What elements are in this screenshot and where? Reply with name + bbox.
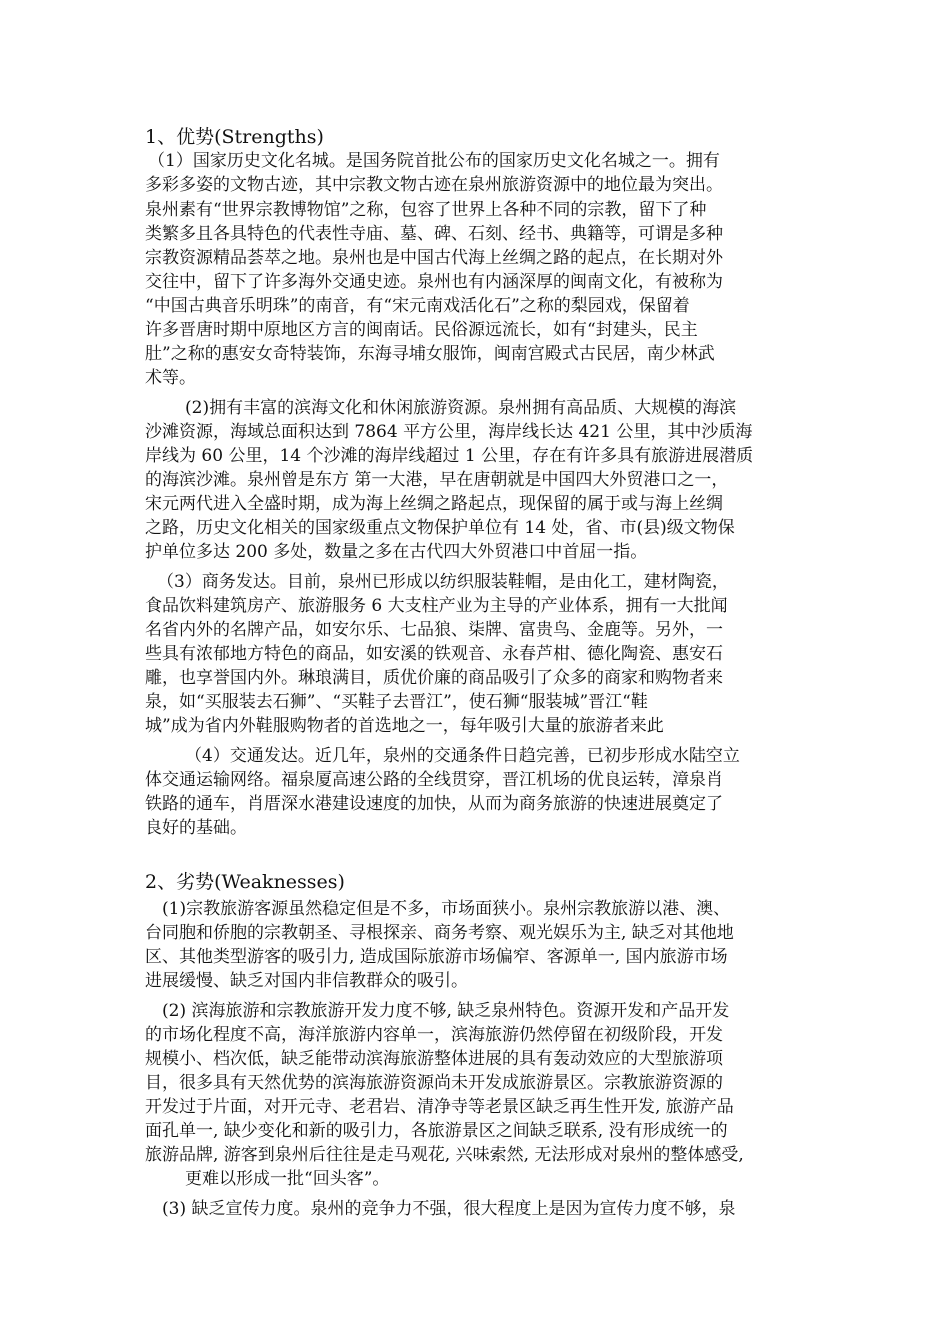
paragraph-line: 类繁多且各具特色的代表性寺庙、墓、碑、石刻、经书、典籍等，可谓是多种 — [145, 224, 723, 244]
paragraph-line: 台同胞和侨胞的宗教朝圣、寻根探亲、商务考察、观光娱乐为主, 缺乏对其他地 — [145, 923, 734, 943]
paragraph-line: 的海滨沙滩。泉州曾是东方 第一大港，早在唐朝就是中国四大外贸港口之一， — [145, 470, 729, 490]
paragraph-line: 开发过于片面，对开元寺、老君岩、清净寺等老景区缺乏再生性开发, 旅游产品 — [145, 1097, 734, 1117]
paragraph-line: 沙滩资源，海域总面积达到 7864 平方公里，海岸线长达 421 公里，其中沙质海 — [145, 422, 753, 442]
section-heading-weaknesses: 2、劣势(Weaknesses) — [145, 871, 345, 893]
paragraph-line: （1）国家历史文化名城。是国务院首批公布的国家历史文化名城之一。拥有 — [148, 151, 720, 171]
paragraph-line: (2)拥有丰富的滨海文化和休闲旅游资源。泉州拥有高品质、大规模的海滨 — [185, 398, 737, 418]
paragraph-line: 铁路的通车，肖厝深水港建设速度的加快，从而为商务旅游的快速进展奠定了 — [145, 794, 723, 814]
paragraph-line: 泉，如“买服装去石狮”、“买鞋子去晋江”，使石狮“服装城”晋江“鞋 — [145, 692, 648, 712]
paragraph-line: (2) 滨海旅游和宗教旅游开发力度不够, 缺乏泉州特色。资源开发和产品开发 — [162, 1001, 730, 1021]
paragraph-line: “中国古典音乐明珠”的南音，有“宋元南戏活化石”之称的梨园戏，保留着 — [145, 296, 690, 316]
paragraph-line: （4）交通发达。近几年，泉州的交通条件日趋完善，已初步形成水陆空立 — [185, 746, 740, 766]
paragraph-line: 交往中，留下了许多海外交通史迹。泉州也有内涵深厚的闽南文化，有被称为 — [145, 272, 723, 292]
paragraph-line: (3) 缺乏宣传力度。泉州的竞争力不强，很大程度上是因为宣传力度不够，泉 — [162, 1199, 736, 1219]
paragraph-line: 雕，也享誉国内外。琳琅满目，质优价廉的商品吸引了众多的商家和购物者来 — [145, 668, 723, 688]
paragraph-line: 进展缓慢、缺乏对国内非信教群众的吸引。 — [145, 971, 468, 991]
paragraph-line: 些具有浓郁地方特色的商品，如安溪的铁观音、永春芦柑、德化陶瓷、惠安石 — [145, 644, 723, 664]
paragraph-line: 宋元两代进入全盛时期，成为海上丝绸之路起点，现保留的属于或与海上丝绸 — [145, 494, 723, 514]
paragraph-line: 岸线为 60 公里，14 个沙滩的海岸线超过 1 公里，存在有许多具有旅游进展潜质 — [145, 446, 754, 466]
paragraph-line: 体交通运输网络。福泉厦高速公路的全线贯穿，晋江机场的优良运转，漳泉肖 — [145, 770, 723, 790]
paragraph-line: 目，很多具有天然优势的滨海旅游资源尚未开发成旅游景区。宗教旅游资源的 — [145, 1073, 723, 1093]
paragraph-line: 之路，历史文化相关的国家级重点文物保护单位有 14 处，省、市(县)级文物保 — [145, 518, 735, 538]
paragraph-line: 规模小、档次低，缺乏能带动滨海旅游整体进展的具有轰动效应的大型旅游项 — [145, 1049, 723, 1069]
paragraph-line: 区、其他类型游客的吸引力, 造成国际旅游市场偏窄、客源单一, 国内旅游市场 — [145, 947, 728, 967]
paragraph-line: 许多晋唐时期中原地区方言的闽南话。民俗源远流长，如有“封建头，民主 — [145, 320, 698, 340]
paragraph-line: 泉州素有“世界宗教博物馆”之称，包容了世界上各种不同的宗教，留下了种 — [145, 200, 707, 220]
paragraph-line: 面孔单一, 缺少变化和新的吸引力，各旅游景区之间缺乏联系, 没有形成统一的 — [145, 1121, 728, 1141]
paragraph-line: 术等。 — [145, 368, 196, 388]
paragraph-line: 宗教资源精品荟萃之地。泉州也是中国古代海上丝绸之路的起点，在长期对外 — [145, 248, 723, 268]
paragraph-line: 更难以形成一批“回头客”。 — [185, 1169, 390, 1189]
paragraph-line: 的市场化程度不高，海洋旅游内容单一，滨海旅游仍然停留在初级阶段，开发 — [145, 1025, 723, 1045]
paragraph-line: 名省内外的名牌产品，如安尔乐、七品狼、柒牌、富贵鸟、金鹿等。另外，一 — [145, 620, 723, 640]
paragraph-line: 肚”之称的惠安女奇特装饰，东海寻埔女服饰，闽南宫殿式古民居，南少林武 — [145, 344, 715, 364]
paragraph-line: (1)宗教旅游客源虽然稳定但是不多，市场面狭小。泉州宗教旅游以港、澳、 — [162, 899, 731, 919]
paragraph-line: 护单位多达 200 多处，数量之多在古代四大外贸港口中首屈一指。 — [145, 542, 648, 562]
paragraph-line: （3）商务发达。目前，泉州已形成以纺织服装鞋帽，是由化工，建材陶瓷， — [157, 572, 729, 592]
paragraph-line: 良好的基础。 — [145, 818, 247, 838]
section-heading-strengths: 1、优势(Strengths) — [145, 126, 324, 148]
paragraph-line: 多彩多姿的文物古迹，其中宗教文物古迹在泉州旅游资源中的地位最为突出。 — [145, 175, 723, 195]
paragraph-line: 旅游品牌, 游客到泉州后往往是走马观花, 兴味索然, 无法形成对泉州的整体感受, — [145, 1145, 744, 1165]
paragraph-line: 城”成为省内外鞋服购物者的首选地之一，每年吸引大量的旅游者来此 — [145, 716, 664, 736]
paragraph-line: 食品饮料建筑房产、旅游服务 6 大支柱产业为主导的产业体系，拥有一大批闻 — [145, 596, 728, 616]
